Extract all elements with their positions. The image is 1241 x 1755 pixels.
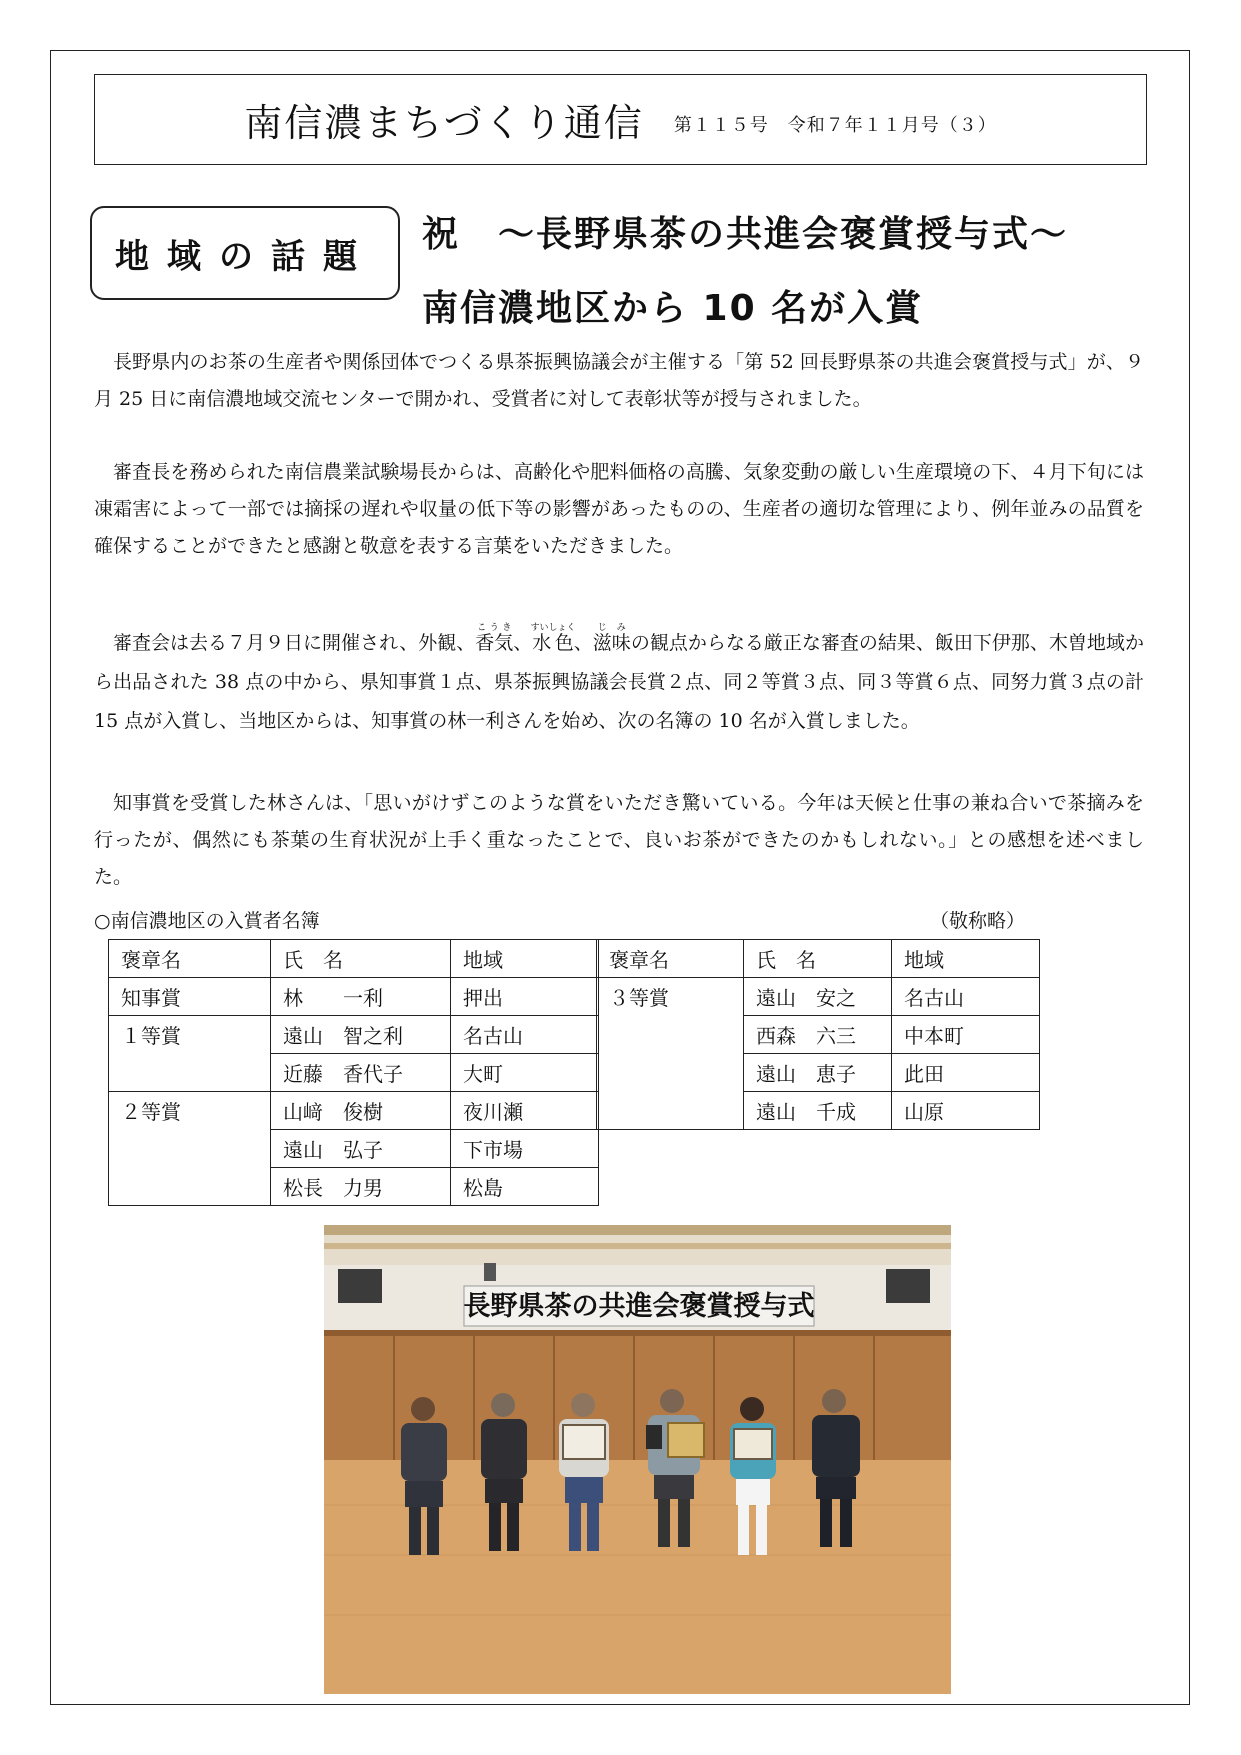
award-cell (597, 1092, 744, 1130)
table-header-row (109, 940, 599, 978)
headline-line-2: 南信濃地区から 10 名が入賞 (422, 288, 924, 329)
name-cell: 松長 力男 (271, 1168, 451, 1206)
award-cell: 知事賞 (109, 978, 271, 1016)
header-award: 褒章名 (597, 940, 744, 978)
header-area: 地域 (451, 940, 599, 978)
area-cell: 名古山 (451, 1016, 599, 1054)
name-cell: 遠山 弘子 (271, 1130, 451, 1168)
award-table-left (108, 939, 599, 1206)
award-cell (109, 1130, 271, 1168)
area-cell: 下市場 (451, 1130, 599, 1168)
table-row (109, 1168, 599, 1206)
paragraph-4 (94, 785, 1144, 896)
speaker-left (338, 1269, 382, 1303)
award-cell (597, 1054, 744, 1092)
name-cell: 林 一利 (271, 978, 451, 1016)
area-cell: 夜川瀬 (451, 1092, 599, 1130)
ruby-jimi-base: 滋味 (592, 632, 631, 654)
speaker-right (886, 1269, 930, 1303)
ruby-jimi-reading: じみ (592, 623, 631, 633)
paragraph-3-text (94, 623, 1144, 741)
name-cell: 遠山 千成 (744, 1092, 892, 1130)
award-cell: ２等賞 (109, 1092, 271, 1130)
table-row (597, 1092, 1040, 1130)
table-row (109, 1054, 599, 1092)
p3-part-a: 審査会は去る７月９日に開催され、外観、 (113, 632, 476, 654)
header-award: 褒章名 (109, 940, 271, 978)
award-cell (109, 1054, 271, 1092)
paragraph-2-text: 審査長を務められた南信農業試験場長からは、高齢化や肥料価格の高騰、気象変動の厳しい生産環境の下、４月下旬には凍霜害によって一部では摘採の遅れや収量の低下等の影響があったものの、生産者の適切な管理により、例年並みの品質を確保することができたと感謝と敬意を表する言葉をいただきました。 (94, 461, 1144, 557)
ruby-kouki (475, 623, 514, 654)
header-name: 氏 名 (271, 940, 451, 978)
area-cell: 山原 (892, 1092, 1040, 1130)
table-row (109, 1092, 599, 1130)
headline-line-1: 祝 ～長野県茶の共進会褒賞授与式～ (422, 214, 1069, 255)
p3-sep-2: 、 (573, 632, 593, 654)
award-cell (597, 1016, 744, 1054)
ruby-suishoku-reading: すいしょく (530, 623, 576, 633)
paragraph-1-text: 長野県内のお茶の生産者や関係団体でつくる県茶振興協議会が主催する「第 52 回長野県茶の共進会褒賞授与式」が、９月 25 日に南信濃地域交流センターで開かれ、受賞者に対して表彰状等が授与されました。 (94, 351, 1144, 410)
area-cell: 此田 (892, 1054, 1040, 1092)
name-cell: 遠山 安之 (744, 978, 892, 1016)
p3-part-b: の観点からなる厳正な審査の結果、飯田下伊那、木曽地域から出品された 38 点の中から、県知事賞１点、県茶振興協議会長賞２点、同２等賞３点、同３等賞６点、同努力賞３点の計 15 点が入賞し、当地区からは、知事賞の林一利さんを始め、次の名簿の 10 名が入賞しました。 (94, 632, 1144, 732)
paragraph-3 (94, 623, 1144, 741)
topic-label-box (90, 206, 400, 300)
ruby-kouki-reading: こうき (475, 623, 514, 633)
paragraph-1 (94, 344, 1144, 418)
table-row (597, 1054, 1040, 1092)
ceremony-photo (324, 1225, 951, 1694)
area-cell: 大町 (451, 1054, 599, 1092)
name-cell: 遠山 智之利 (271, 1016, 451, 1054)
paragraph-4-text: 知事賞を受賞した林さんは、「思いがけずこのような賞をいただき驚いている。今年は天候と仕事の兼ね合いで茶摘みを行ったが、偶然にも茶葉の生育状況が上手く重なったことで、良いお茶ができたのかもしれない。」との感想を述べました。 (94, 792, 1144, 888)
table-row (597, 1016, 1040, 1054)
area-cell: 松島 (451, 1168, 599, 1206)
ceremony-photo-illustration (324, 1225, 951, 1694)
table-row (109, 1016, 599, 1054)
award-cell: １等賞 (109, 1016, 271, 1054)
ruby-jimi (592, 623, 631, 654)
table-row (597, 978, 1040, 1016)
honorific-note: （敬称略） (930, 910, 1026, 932)
header-name: 氏 名 (744, 940, 892, 978)
award-list-caption: ○南信濃地区の入賞者名簿 (94, 910, 320, 932)
newsletter-title: 南信濃まちづくり通信 (244, 101, 644, 145)
award-cell: ３等賞 (597, 978, 744, 1016)
name-cell: 近藤 香代子 (271, 1054, 451, 1092)
topic-label: 地域の話題 (115, 236, 375, 277)
p3-sep-1: 、 (513, 632, 533, 654)
ruby-kouki-base: 香気 (475, 632, 514, 654)
table-row (109, 1130, 599, 1168)
name-cell: 山﨑 俊樹 (271, 1092, 451, 1130)
table-header-row (597, 940, 1040, 978)
ruby-suishoku (530, 623, 576, 654)
area-cell: 中本町 (892, 1016, 1040, 1054)
header-area: 地域 (892, 940, 1040, 978)
name-cell: 西森 六三 (744, 1016, 892, 1054)
award-cell (109, 1168, 271, 1206)
ruby-suishoku-base: 水色 (530, 632, 576, 654)
paragraph-2 (94, 454, 1144, 565)
award-table-right (596, 939, 1040, 1130)
photo-banner: 長野県茶の共進会褒賞授与式 (463, 1291, 815, 1322)
issue-info: 第１１５号 令和７年１１月号（３） (673, 114, 997, 136)
masthead (94, 74, 1147, 165)
table-row (109, 978, 599, 1016)
name-cell: 遠山 恵子 (744, 1054, 892, 1092)
area-cell: 押出 (451, 978, 599, 1016)
area-cell: 名古山 (892, 978, 1040, 1016)
